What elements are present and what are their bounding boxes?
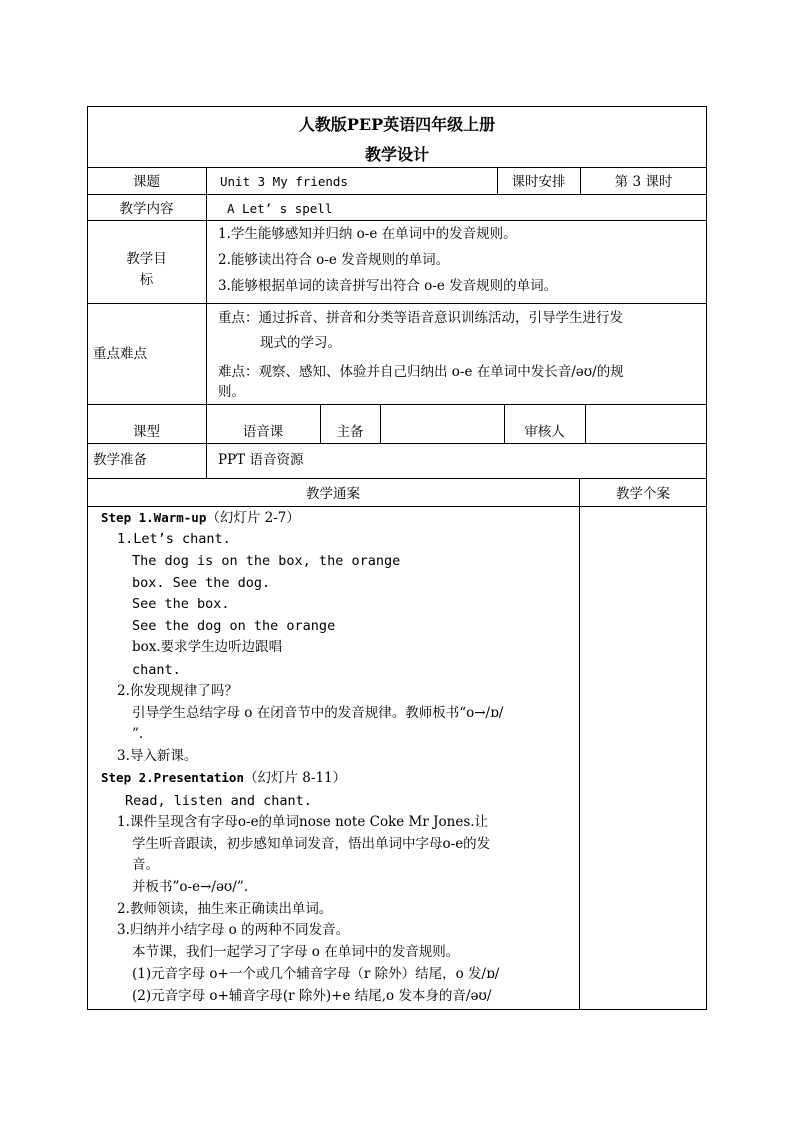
individual-plan-header: 教学个案 — [616, 486, 670, 502]
plan-line: ”. — [132, 726, 144, 742]
plan-line: 1.课件呈现含有字母o-e的单词nose note Coke Mr Jones.让 — [117, 814, 489, 830]
plan-line: 1.Let’s chant. — [117, 531, 231, 547]
plan-line: 音。 — [132, 857, 159, 873]
step-1-heading — [101, 508, 300, 528]
plan-line: (1)元音字母 o+一个或几个辅音字母（r 除外）结尾，o 发/ɒ/ — [132, 966, 500, 982]
plan-line: 2.教师领读，抽生来正确读出单词。 — [117, 901, 333, 917]
document-subtitle: 教学设计 — [364, 145, 429, 164]
goals-label: 教学目 — [126, 251, 167, 267]
lesson-type-label: 课型 — [133, 424, 160, 440]
schedule-value: 第 3 课时 — [614, 174, 673, 190]
difficulty-text: 难点：观察、感知、体验并自己归纳出 o-e 在单词中发长音/əʊ/的规 — [218, 364, 624, 380]
step-2-title: Step 2.Presentation — [101, 770, 244, 785]
goals-label-cont: 标 — [139, 272, 154, 288]
plan-line: 3.导入新课。 — [117, 748, 198, 764]
plan-header: 教学通案 — [306, 486, 360, 502]
plan-line: The dog is on the box, the orange — [132, 553, 401, 569]
difficulty-text-cont: 则。 — [218, 384, 245, 400]
topic-value: Unit 3 My friends — [220, 174, 348, 189]
goal-item: 2.能够读出符合 o-e 发音规则的单词。 — [218, 252, 450, 268]
step-2-heading — [101, 768, 346, 788]
plan-line: 引导学生总结字母 o 在闭音节中的发音规律。教师板书“o→/ɒ/ — [132, 705, 504, 721]
schedule-label: 课时安排 — [511, 174, 566, 190]
plan-line: 并板书”o-e→/əʊ/”. — [132, 879, 249, 895]
plan-line: Read, listen and chant. — [125, 793, 312, 809]
step-1-note: （幻灯片 2-7） — [206, 510, 300, 526]
plan-line: See the dog on the orange — [132, 618, 336, 634]
plan-line: (2)元音字母 o+辅音字母(r 除外)+e 结尾,o 发本身的音/əʊ/ — [132, 988, 492, 1004]
goal-item: 3.能够根据单词的读音拼写出符合 o-e 发音规则的单词。 — [218, 278, 558, 294]
step-1-title: Step 1.Warm-up — [101, 510, 207, 525]
key-points-label: 重点难点 — [93, 346, 147, 362]
plan-line: 3.归纳并小结字母 o 的两种不同发音。 — [117, 922, 350, 938]
step-2-note: （幻灯片 8-11） — [244, 770, 347, 786]
plan-line: 本节课，我们一起学习了字母 o 在单词中的发音规则。 — [132, 944, 460, 960]
reviewer-label: 审核人 — [524, 424, 565, 440]
lesson-type-value: 语音课 — [242, 424, 284, 440]
content-label: 教学内容 — [119, 201, 174, 217]
topic-label: 课题 — [133, 174, 160, 190]
document-title: 人教版PEP英语四年级上册 — [298, 115, 496, 134]
preparation-value: PPT 语音资源 — [218, 452, 304, 468]
plan-line: 2.你发现规律了吗？ — [117, 683, 238, 699]
key-point-text: 重点：通过拆音、拼音和分类等语音意识训练活动，引导学生进行发 — [218, 310, 623, 326]
goal-item: 1.学生能够感知并归纳 o-e 在单词中的发音规则。 — [218, 226, 517, 242]
plan-line: 学生听音跟读，初步感知单词发音，悟出单词中字母o-e的发 — [132, 836, 491, 852]
plan-line: See the box. — [132, 596, 230, 612]
content-value: A Let’ s spell — [227, 201, 333, 216]
lesson-plan-page — [87, 106, 707, 1010]
prep-person-label: 主备 — [336, 424, 364, 440]
plan-line: box.要求学生边听边跟唱 — [132, 639, 283, 655]
plan-line: box. See the dog. — [132, 575, 271, 591]
preparation-label: 教学准备 — [93, 452, 147, 468]
key-point-text-cont: 现式的学习。 — [260, 335, 341, 351]
plan-line: chant. — [132, 662, 181, 678]
